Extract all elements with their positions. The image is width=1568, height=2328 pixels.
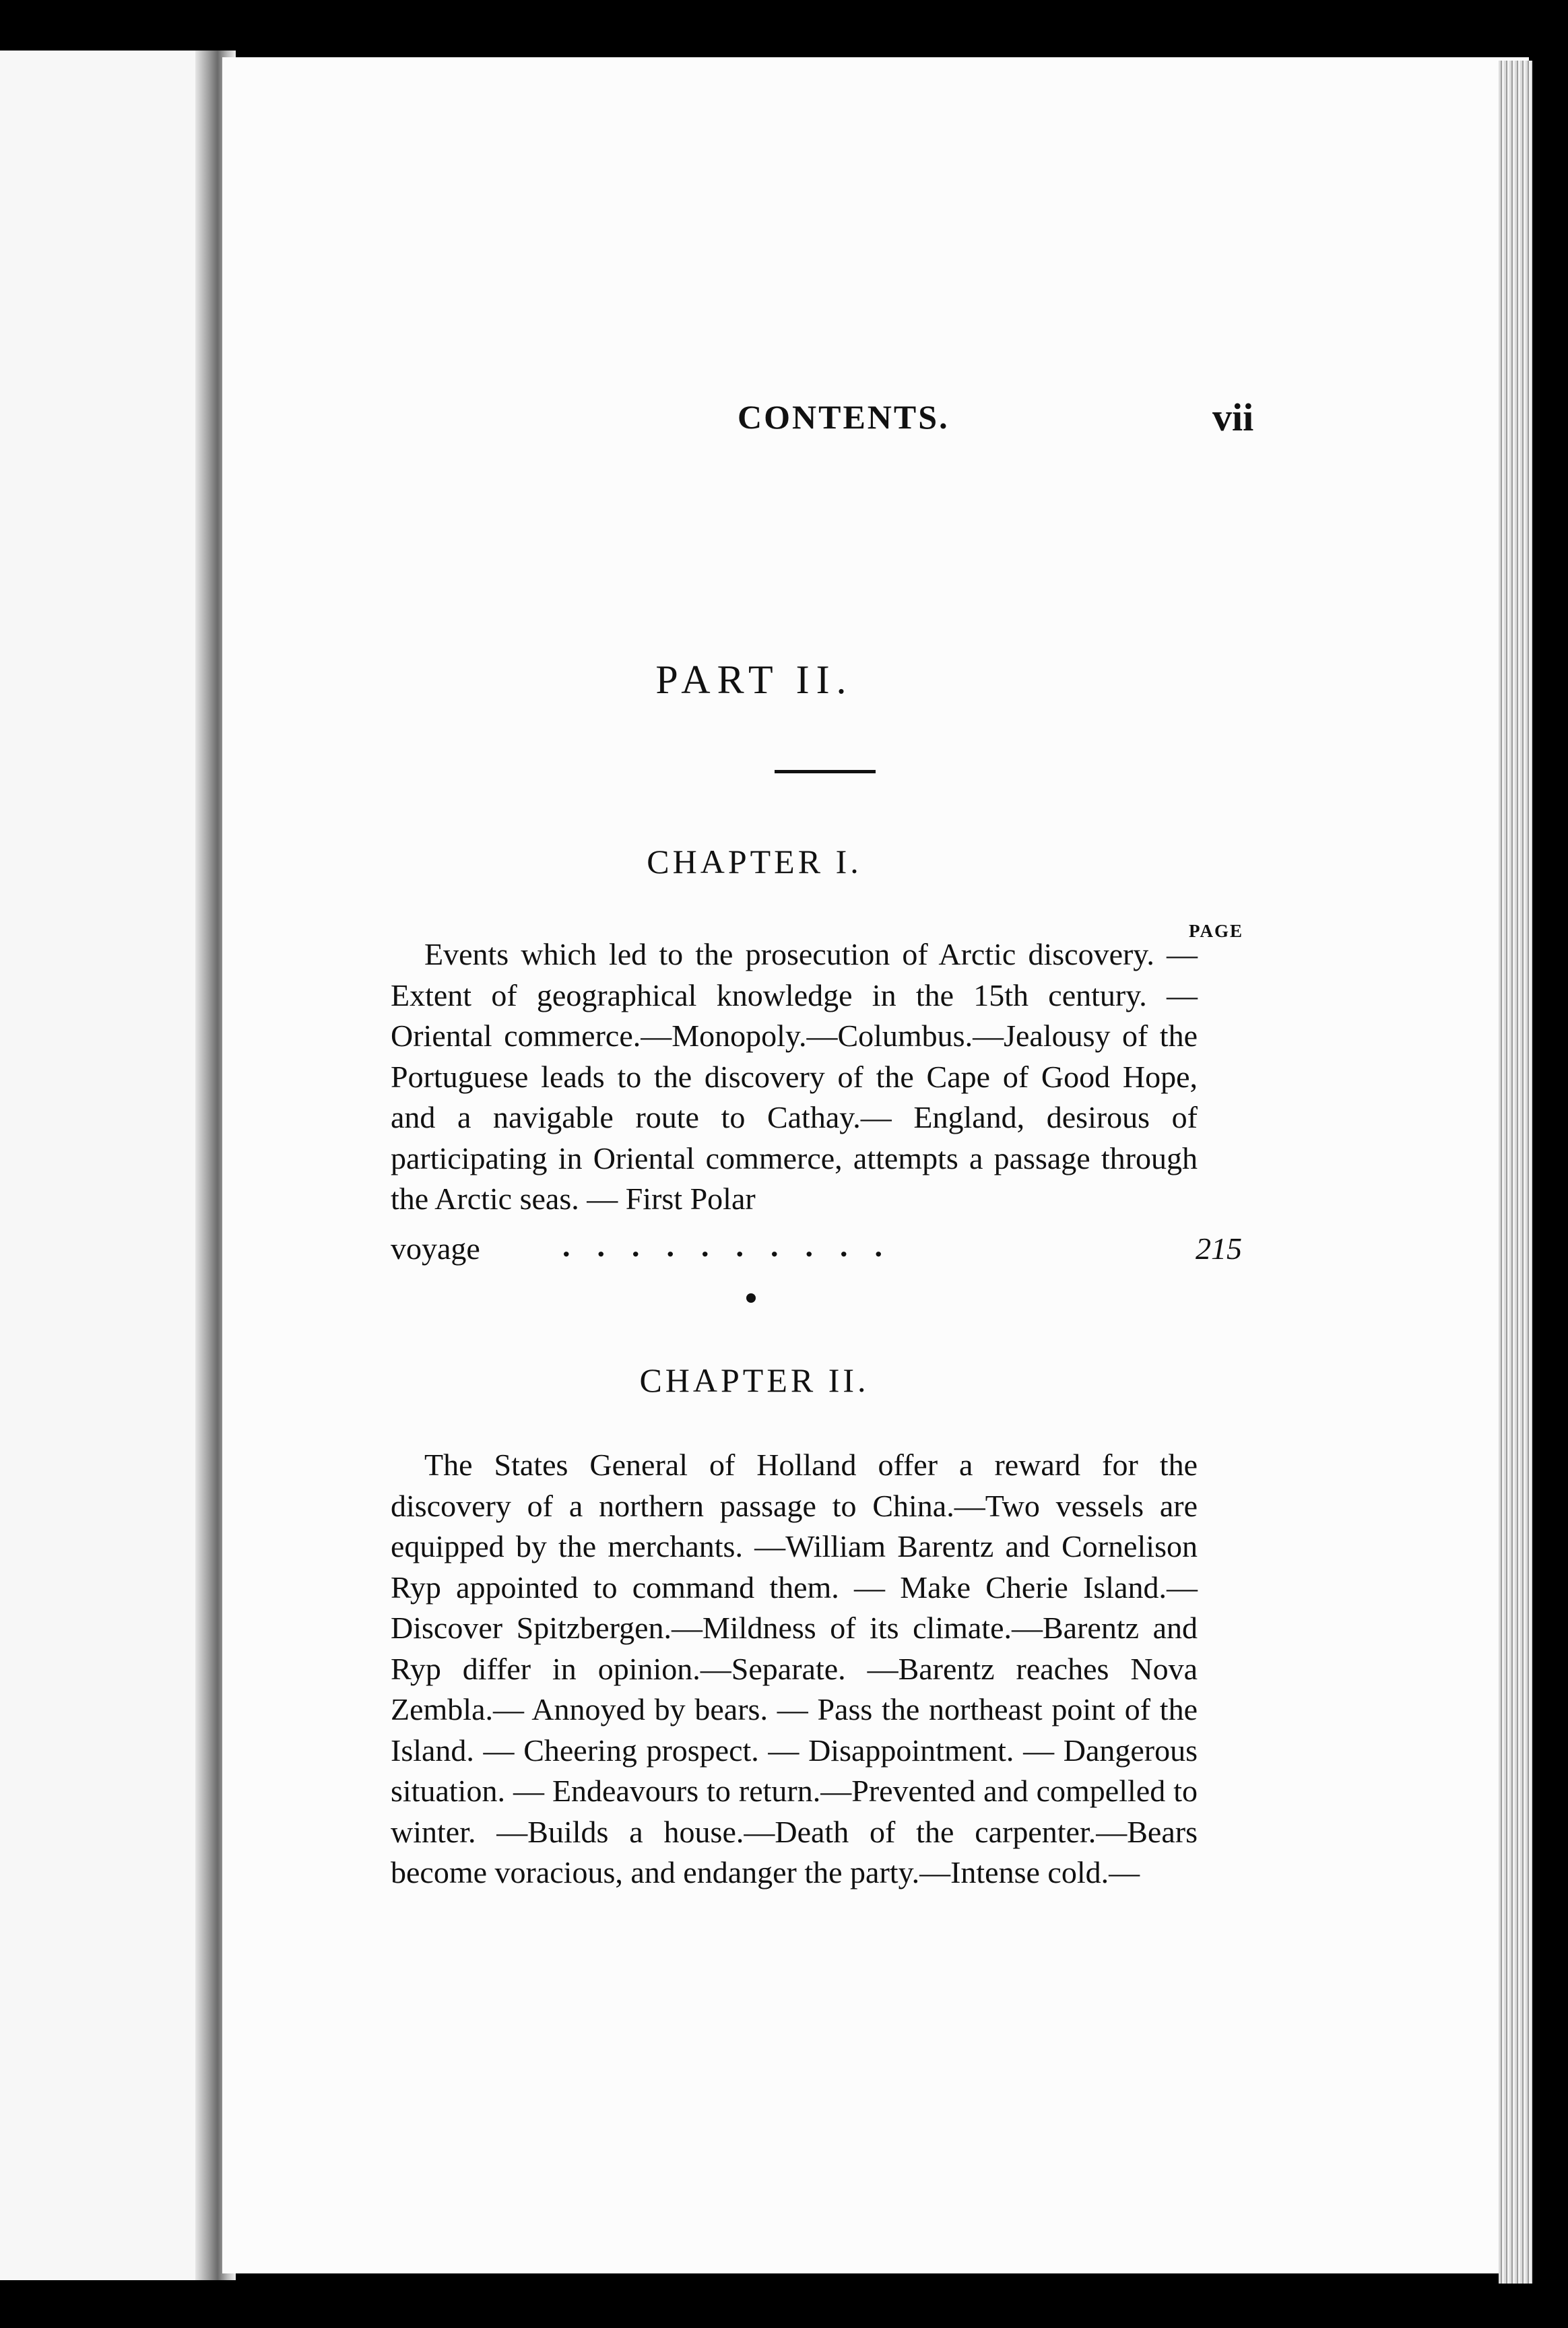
chapter-heading: CHAPTER II.: [639, 1361, 870, 1399]
entry-last-word: voyage: [391, 1231, 480, 1266]
page-column-label: PAGE: [1189, 921, 1243, 941]
chapter-summary-text: Events which led to the prosecution of Arctic discovery. —Extent of geographical knowledge in the 15th century. —Oriental commerce.—Monopoly.—Columbus.—Jealousy of the Portuguese leads to the discovery of the Cape of Good Hope, and a navigable route to Cathay.— England, desirous of participating in Oriental commerce, attempts a passage through the Arctic seas. — First Polar: [391, 937, 1198, 1216]
chapter-summary: [391, 1445, 1198, 1894]
toc-entry-line: [391, 1231, 1246, 1271]
part-title: PART II.: [655, 657, 853, 702]
running-head: [222, 397, 1529, 451]
chapter-heading: CHAPTER I.: [647, 843, 862, 880]
book-page: [222, 57, 1529, 2273]
ornament-dot: [746, 1293, 756, 1303]
dot-leaders: ..........: [562, 1229, 909, 1263]
running-title: CONTENTS.: [738, 398, 950, 436]
section-rule: [775, 770, 876, 773]
page-number: vii: [1212, 395, 1254, 439]
page-edges: [1499, 61, 1532, 2284]
page-reference: 215: [1196, 1231, 1242, 1266]
chapter-summary: [391, 934, 1198, 1220]
facing-page: [0, 51, 202, 2280]
chapter-summary-text: The States General of Holland offer a reward for the discovery of a northern passage to China.—Two vessels are equipped by the merchants. —William Barentz and Cornelison Ryp appointed to command them. — Make Cherie Island.—Discover Spitzbergen.—Mildness of its climate.—Barentz and Ryp differ in opinion.—Separate. —Barentz reaches Nova Zembla.— Annoyed by bears. — Pass the northeast point of the Island. — Cheering prospect. — Disappointment. — Dangerous situation. — Endeavours to return.—Prevented and compelled to winter. —Builds a house.—Death of the carpenter.—Bears become voracious, and endanger the party.—Intense cold.—: [391, 1448, 1198, 1889]
